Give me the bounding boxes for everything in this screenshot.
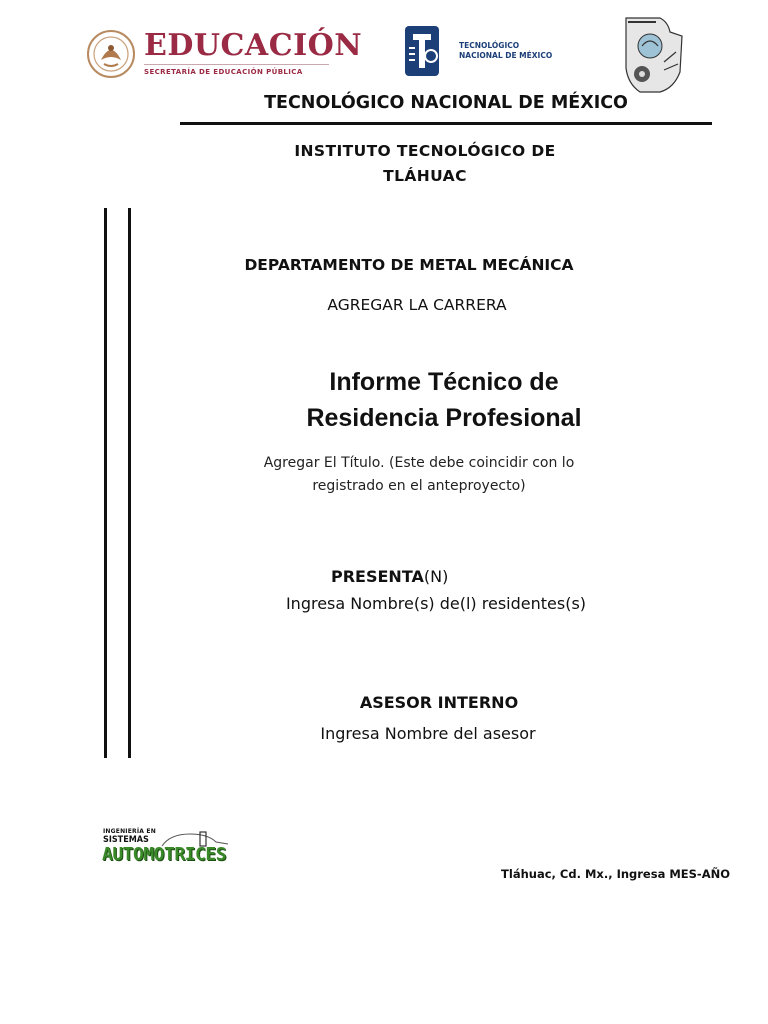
tecnm-logo-text	[459, 41, 552, 61]
auto-logo-middle: SISTEMAS	[103, 835, 149, 845]
header-rule	[180, 122, 712, 125]
sistemas-automotrices-logo	[100, 826, 242, 870]
presenta-label	[331, 567, 448, 586]
tecnm-logo	[403, 24, 553, 80]
tecnm-logo-line2: NACIONAL DE MÉXICO	[459, 51, 553, 60]
itt-emblem-icon	[620, 12, 688, 96]
place-date: Tláhuac, Cd. Mx., Ingresa MES-AÑO	[501, 867, 730, 881]
sep-logo	[86, 22, 363, 88]
auto-logo-main: AUTOMOTRICES	[102, 844, 227, 865]
presenta-suffix: (N)	[423, 567, 449, 586]
advisor-label: ASESOR INTERNO	[359, 693, 519, 712]
edu-logo-title: EDUCACIÓN	[144, 28, 363, 63]
title-instruction	[240, 452, 598, 498]
report-title	[230, 364, 658, 436]
right-vertical-line	[128, 208, 131, 758]
campus-name-line2: TLÁHUAC	[383, 167, 467, 185]
edu-logo-divider	[144, 64, 329, 65]
institution-heading: TECNOLÓGICO NACIONAL DE MÉXICO	[264, 93, 628, 113]
car-outline-icon	[160, 830, 230, 848]
report-title-line1: Informe Técnico de	[329, 368, 559, 396]
left-vertical-line	[104, 208, 107, 758]
career-placeholder: AGREGAR LA CARRERA	[327, 296, 507, 314]
presenta-bold: PRESENTA	[331, 567, 424, 586]
mexico-seal-icon	[86, 24, 136, 84]
campus-name	[250, 139, 600, 189]
report-title-line2: Residencia Profesional	[306, 404, 582, 432]
campus-name-line1: INSTITUTO TECNOLÓGICO DE	[294, 142, 556, 160]
auto-logo-top: INGENIERÍA EN	[103, 828, 156, 835]
tecnm-logo-line1: TECNOLÓGICO	[459, 41, 520, 50]
title-instruction-line2: registrado en el anteproyecto)	[312, 478, 526, 494]
advisor-placeholder: Ingresa Nombre del asesor	[320, 724, 536, 743]
title-instruction-line1: Agregar El Título. (Este debe coincidir con lo	[263, 455, 575, 471]
tecnm-emblem-icon	[403, 24, 441, 78]
department-name: DEPARTAMENTO DE METAL MECÁNICA	[244, 256, 574, 274]
residents-placeholder: Ingresa Nombre(s) de(l) residentes(s)	[285, 594, 587, 613]
edu-logo-subtitle: SECRETARÍA DE EDUCACIÓN PÚBLICA	[144, 68, 303, 76]
